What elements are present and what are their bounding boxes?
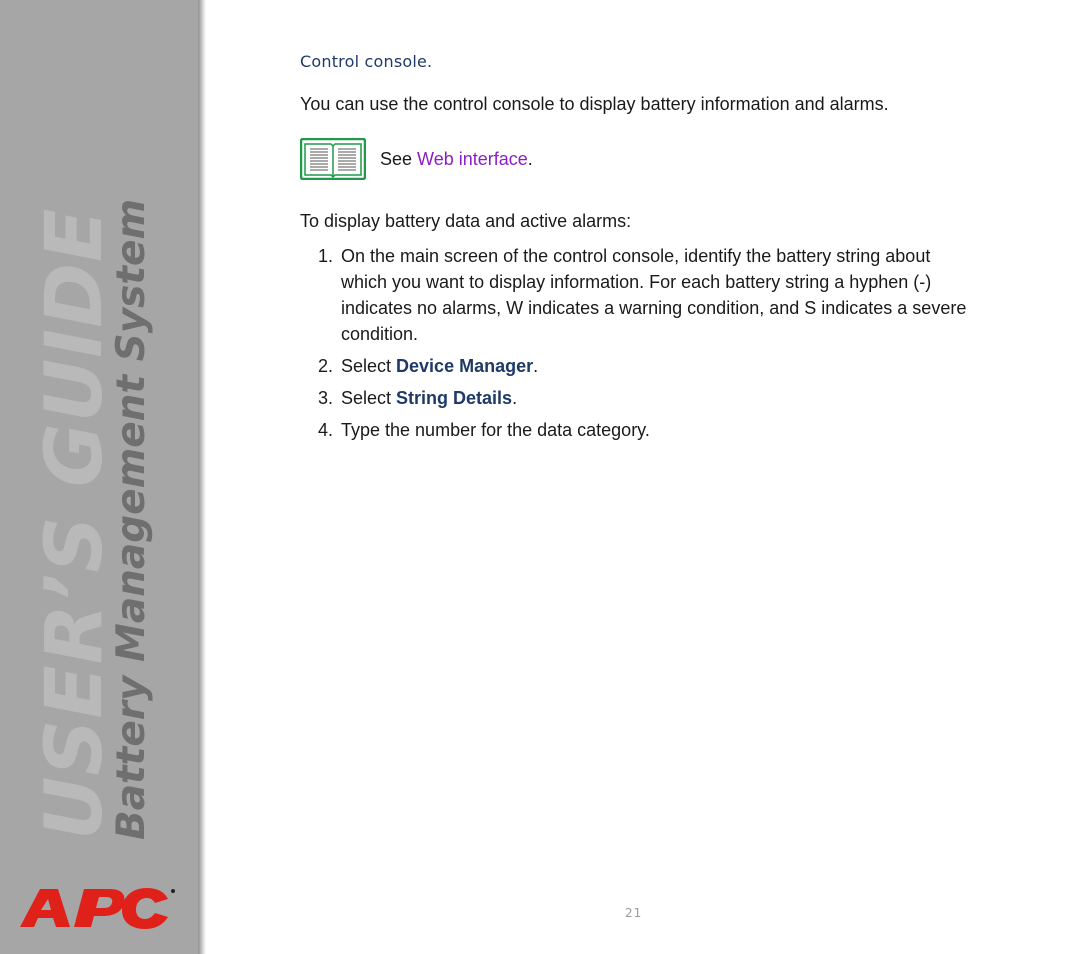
- step-4: [300, 417, 980, 443]
- step-2: [300, 353, 980, 379]
- step-text: On the main screen of the control console, identify the battery string about which you want to display information. For each battery string a hyphen (-) indicates no alarms, W indicates a warning condition, and S indicates a severe condition.: [341, 246, 967, 344]
- step-text: Type the number for the data category.: [341, 420, 650, 440]
- book-icon: [300, 138, 366, 180]
- string-details-term: String Details: [396, 388, 513, 408]
- product-name: Battery Management System: [109, 198, 154, 840]
- step-prefix: Select: [341, 388, 397, 408]
- step-text: [341, 385, 980, 411]
- see-suffix: .: [527, 149, 533, 169]
- sidebar: [0, 0, 198, 954]
- step-3: [300, 385, 980, 411]
- step-number: 4.: [318, 420, 334, 440]
- see-also-line: [380, 149, 533, 170]
- step-suffix: .: [512, 388, 518, 408]
- web-interface-link[interactable]: Web interface: [417, 149, 528, 169]
- step-number: 1.: [318, 246, 334, 266]
- step-prefix: Select: [341, 356, 397, 376]
- step-number: 2.: [318, 356, 334, 376]
- steps-list: [300, 243, 980, 449]
- guide-title: USER’S GUIDE: [30, 207, 120, 840]
- intro-paragraph: You can use the control console to display battery information and alarms.: [300, 94, 889, 114]
- step-number: 3.: [318, 388, 334, 408]
- step-suffix: .: [533, 356, 539, 376]
- apc-logo: [18, 885, 176, 931]
- step-1: [300, 243, 980, 347]
- device-manager-term: Device Manager: [396, 356, 534, 376]
- page-number: 21: [625, 906, 643, 920]
- sidebar-shadow: [198, 0, 206, 954]
- step-text: [341, 353, 980, 379]
- procedure-intro: To display battery data and active alarms:: [300, 211, 632, 231]
- see-prefix: See: [380, 149, 418, 169]
- section-heading: Control console.: [300, 52, 433, 71]
